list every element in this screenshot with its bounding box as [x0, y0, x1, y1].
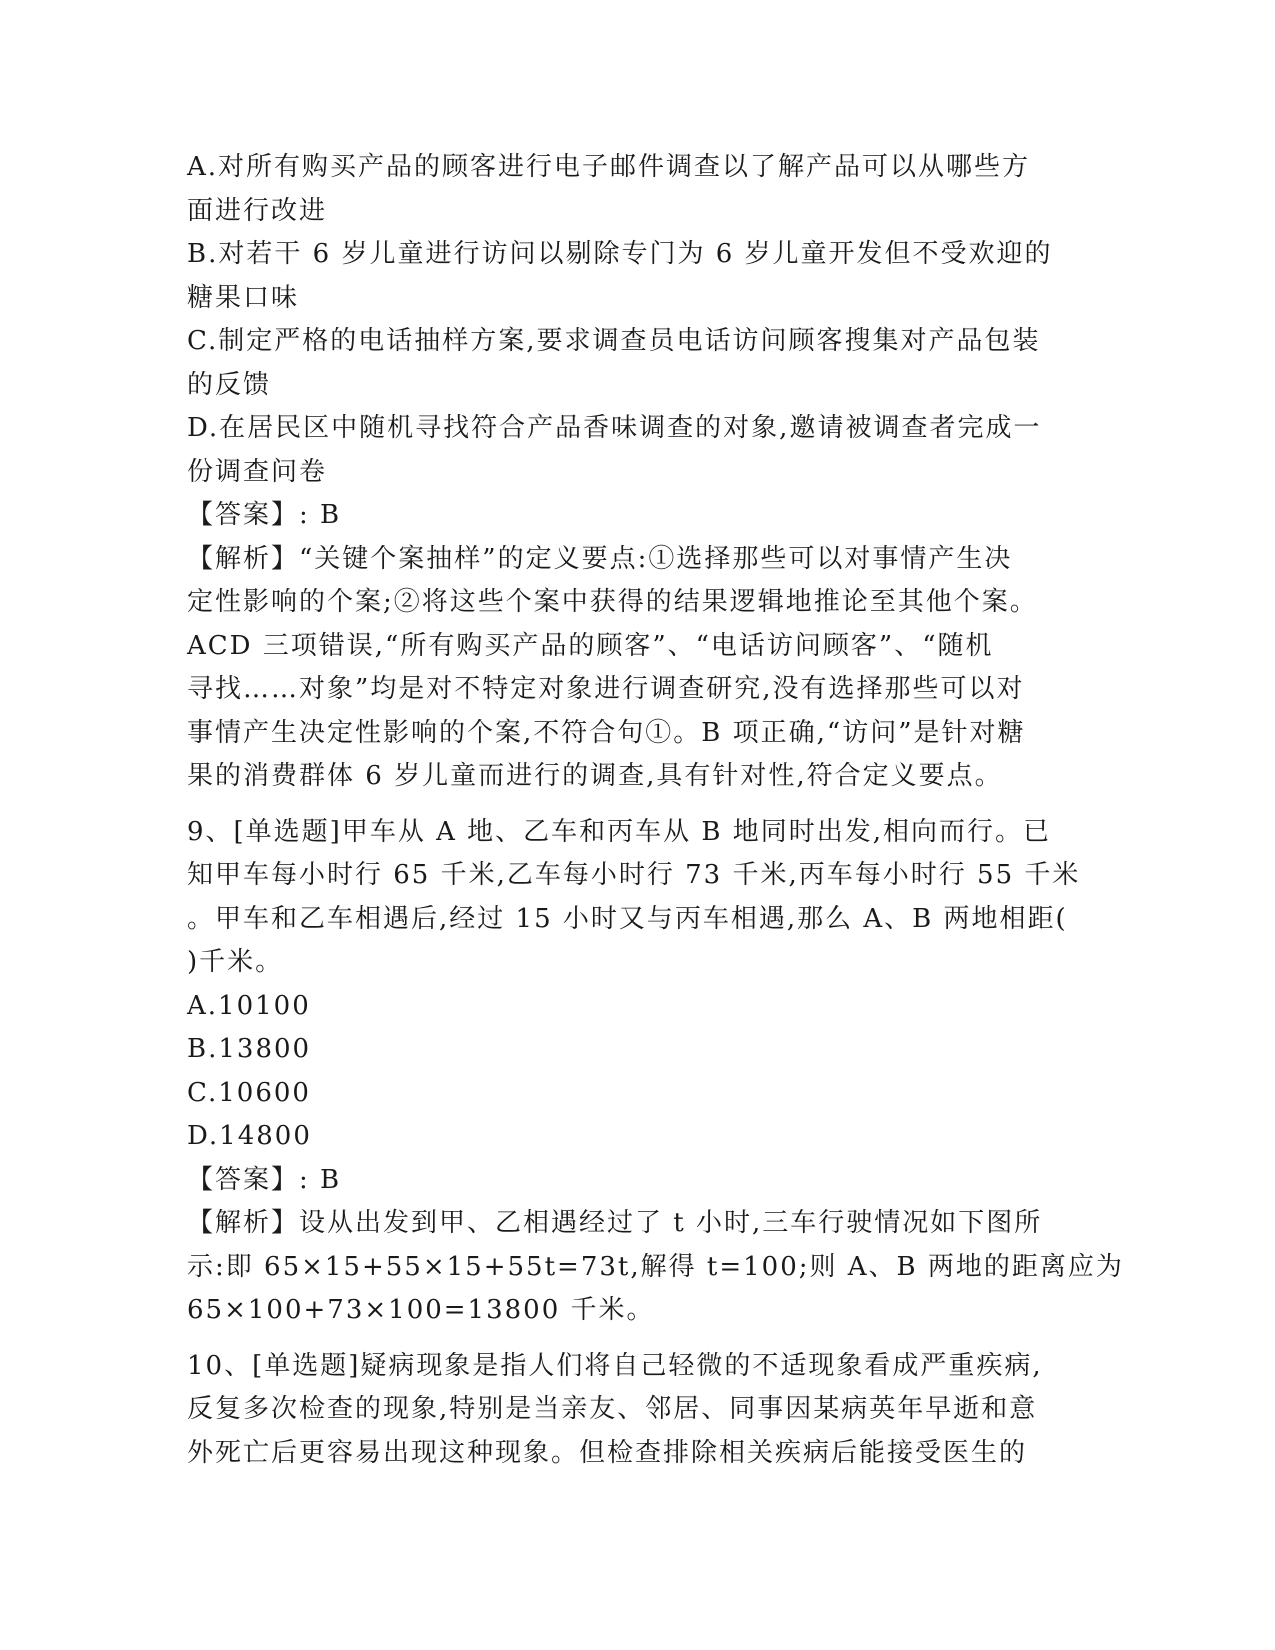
option-c: C.10600 — [187, 1077, 311, 1108]
option-d-line-1: D.在居民区中随机寻找符合产品香味调查的对象,邀请被调查者完成一 — [187, 413, 1042, 443]
option-d-line-2: 份调查问卷 — [187, 456, 328, 487]
option-c-line-2: 的反馈 — [187, 369, 272, 400]
question-stem-line: 知甲车每小时行 65 千米,乙车每小时行 73 千米,丙车每小时行 55 千米 — [187, 860, 1081, 890]
analysis-line: 寻找……对象”均是对不特定对象进行调查研究,没有选择那些可以对 — [187, 674, 1025, 704]
analysis-line: 【解析】设从出发到甲、乙相遇经过了 t 小时,三车行驶情况如下图所 — [187, 1208, 1043, 1238]
analysis-line: ACD 三项错误,“所有购买产品的顾客”、“电话访问顾客”、“随机 — [187, 630, 994, 661]
question-stem-line: 。甲车和乙车相遇后,经过 15 小时又与丙车相遇,那么 A、B 两地相距( — [187, 903, 1068, 934]
option-a-line-2: 面进行改进 — [187, 195, 328, 226]
question-stem-line: 9、[单选题]甲车从 A 地、乙车和丙车从 B 地同时出发,相向而行。已 — [187, 816, 1052, 847]
analysis-line: 事情产生决定性影响的个案,不符合句①。B 项正确,“访问”是针对糖 — [187, 717, 1026, 748]
analysis-line: 【解析】“关键个案抽样”的定义要点:①选择那些可以对事情产生决 — [187, 543, 1013, 574]
question-9-answer: 【答案】: B — [187, 1164, 342, 1195]
question-8-answer: 【答案】: B — [187, 500, 342, 530]
analysis-line: 果的消费群体 6 岁儿童而进行的调查,具有针对性,符合定义要点。 — [187, 761, 1003, 791]
question-10 — [187, 1345, 1087, 1476]
option-a-line-1: A.对所有购买产品的顾客进行电子邮件调查以了解产品可以从哪些方 — [187, 152, 1031, 182]
option-b-line-2: 糖果口味 — [187, 282, 300, 313]
option-a: A.10100 — [187, 990, 311, 1021]
question-stem-line: 外死亡后更容易出现这种现象。但检查排除相关疾病后能接受医生的 — [187, 1437, 1028, 1468]
document-page — [187, 146, 1124, 1475]
option-b-line-1: B.对若干 6 岁儿童进行访问以剔除专门为 6 岁儿童开发但不受欢迎的 — [187, 239, 1053, 269]
question-stem-line: 10、[单选题]疑病现象是指人们将自己轻微的不适现象看成严重疾病, — [187, 1350, 1043, 1381]
question-8-analysis — [187, 538, 1087, 799]
analysis-line: 65×100+73×100=13800 千米。 — [187, 1295, 655, 1325]
analysis-line: 示:即 65×15+55×15+55t=73t,解得 t=100;则 A、B 两地的距离应为 — [187, 1251, 1124, 1282]
question-8-options — [187, 146, 1087, 494]
question-stem-line: )千米。 — [187, 947, 284, 977]
question-stem-line: 反复多次检查的现象,特别是当亲友、邻居、同事因某病英年早逝和意 — [187, 1394, 1038, 1424]
option-c-line-1: C.制定严格的电话抽样方案,要求调查员电话访问顾客搜集对产品包装 — [187, 326, 1041, 356]
question-9 — [187, 811, 1124, 1333]
option-d: D.14800 — [187, 1121, 312, 1151]
option-b: B.13800 — [187, 1034, 312, 1064]
analysis-line: 定性影响的个案;②将这些个案中获得的结果逻辑地推论至其他个案。 — [187, 587, 1038, 617]
